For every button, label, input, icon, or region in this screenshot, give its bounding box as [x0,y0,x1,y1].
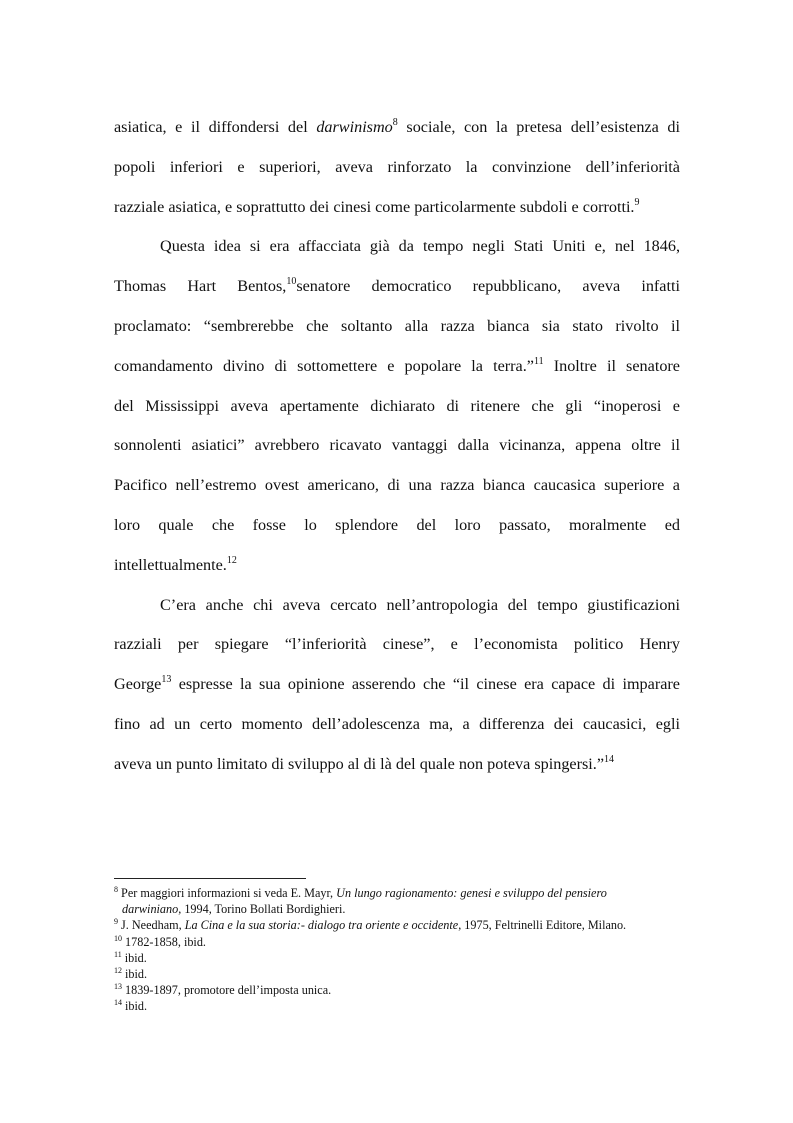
footnote-line [114,917,694,933]
text-run: ibid. [122,999,148,1014]
text-line [114,586,680,626]
text-run: comandamento divino di sottomettere e popolare la terra.” [114,356,534,375]
paragraph [114,108,680,227]
footnote-ref: 11 [533,355,544,367]
text-run: George [114,675,162,694]
text-run: popoli inferiori e superiori, aveva rinforzato la convinzione dell’inferiorità [114,157,680,176]
text-run: sonnolenti asiatici” avrebbero ricavato vantaggi dalla vicinanza, appena oltre il [114,436,680,455]
text-line [114,466,680,506]
text-run: intellettualmente. [114,555,227,574]
footnote-separator [114,878,306,879]
text-run: senatore democratico repubblicano, aveva infatti [296,277,680,296]
italic-text: darwinismo [316,118,393,136]
italic-text: Un lungo ragionamento: genesi e sviluppo del pensiero [336,886,607,900]
footnote [114,934,694,950]
footnote [114,885,694,917]
footnote-ref: 11 [114,949,122,959]
text-run: del Mississippi aveva apertamente dichiarato di ritenere che gli “inoperosi e [114,396,680,415]
text-run: fino ad un certo momento dell’adolescenza ma, a differenza dei caucasici, egli [114,714,680,733]
text-run: C’era anche chi aveva cercato nell’antropologia del tempo giustificazioni [160,595,680,614]
text-line [114,267,680,307]
footnote-ref: 12 [114,966,122,976]
text-run: espresse la sua opinione asserendo che “il cinese era capace di imparare [171,675,680,694]
text-run: sociale, con la pretesa dell’esistenza di [397,118,680,136]
footnote-ref: 14 [114,998,122,1008]
paragraph [114,227,680,585]
footnote-line [114,998,694,1014]
footnote-ref: 8 [392,117,398,128]
text-line [114,625,680,665]
text-run: razziali per spiegare “l’inferiorità cinese”, e l’economista politico Henry [114,635,680,654]
footnote-ref: 14 [604,753,615,765]
footnote-ref: 9 [114,917,118,927]
text-line [114,745,680,785]
footnote-ref: 13 [114,982,122,992]
text-line [114,387,680,427]
text-line [114,148,680,188]
text-line [114,227,680,267]
footnote-line [114,885,694,901]
footnotes [114,885,694,1015]
text-run: razziale asiatica, e soprattutto dei cinesi come particolarmente subdoli e corrotti. [114,197,635,216]
paragraph [114,586,680,785]
text-line [114,108,680,148]
footnote-ref: 13 [161,674,172,686]
text-run: aveva un punto limitato di sviluppo al di là del quale non poteva spingersi.” [114,754,605,773]
text-run: loro quale che fosse lo splendore del loro passato, moralmente ed [114,515,680,534]
text-run: Inoltre il senatore [543,356,680,375]
text-run: asiatica, e il diffondersi del [114,118,317,136]
footnote-line [114,966,694,982]
text-run: ibid. [122,967,148,982]
footnote [114,917,694,933]
text-line [114,347,680,387]
text-run: ibid. [121,950,147,965]
italic-text: darwiniano [122,902,179,917]
text-line [114,506,680,546]
text-line [114,665,680,705]
text-run: 1782-1858, ibid. [122,934,206,949]
footnote-ref: 12 [226,554,237,566]
footnote-line [114,950,694,966]
footnote [114,966,694,982]
text-line [114,546,680,586]
footnote-ref: 10 [114,933,122,943]
footnote-line [114,901,694,917]
footnote [114,950,694,966]
main-text [114,108,680,785]
text-run: Thomas Hart Bentos, [114,277,287,296]
text-run: Per maggiori informazioni si veda E. Mayr, [118,886,337,900]
text-line [114,705,680,745]
text-run: 1839-1897, promotore dell’imposta unica. [122,983,332,998]
footnote-line [114,934,694,950]
footnote [114,982,694,998]
text-run: , 1994, Torino Bollati Bordighieri. [178,902,346,917]
text-run: Questa idea si era affacciata già da tempo negli Stati Uniti e, nel 1846, [160,237,680,256]
text-line [114,426,680,466]
text-line [114,188,680,228]
text-run: Pacifico nell’estremo ovest americano, di una razza bianca caucasica superiore a [114,476,680,495]
text-line [114,307,680,347]
footnote-ref: 10 [286,276,297,288]
footnote-ref: 8 [114,885,118,894]
footnote [114,998,694,1014]
footnote-line [114,982,694,998]
text-run: J. Needham, [118,918,185,933]
italic-text: La Cina e la sua storia:- dialogo tra oriente e occidente [184,918,459,933]
text-run: , 1975, Feltrinelli Editore, Milano. [458,918,627,933]
text-run: proclamato: “sembrerebbe che soltanto alla razza bianca sia stato rivolto il [114,316,680,335]
footnote-ref: 9 [634,196,640,208]
